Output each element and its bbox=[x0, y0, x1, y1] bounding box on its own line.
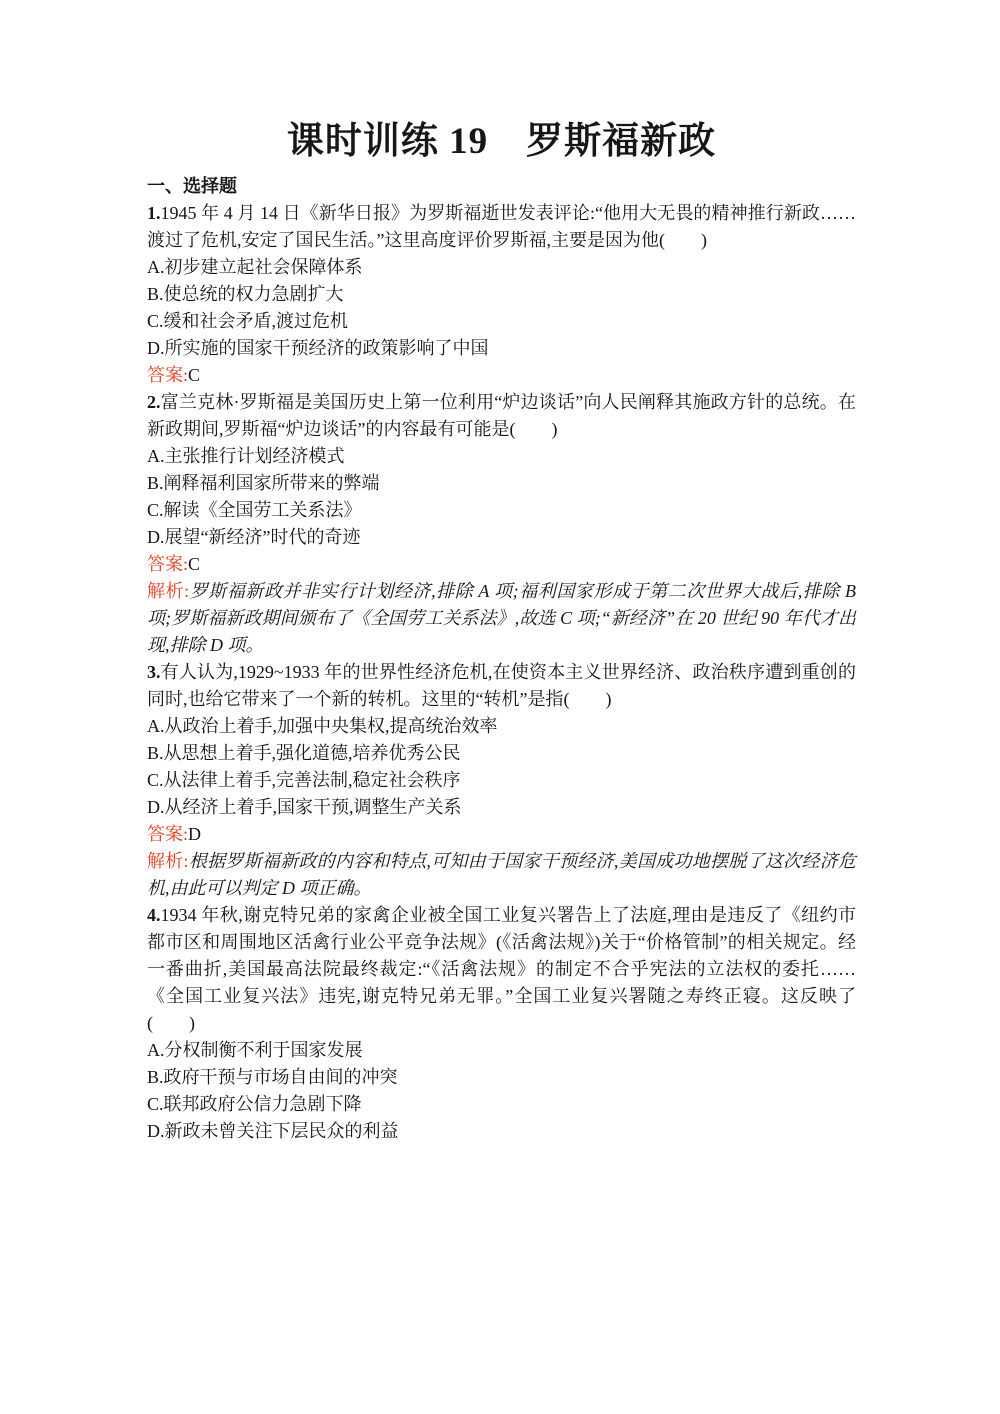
answer-line bbox=[147, 362, 856, 389]
option-d: D.新政未曾关注下层民众的利益 bbox=[147, 1121, 399, 1141]
answer-value: D bbox=[188, 824, 202, 844]
answer-value: C bbox=[188, 554, 201, 574]
option-a: A.从政治上着手,加强中央集权,提高统治效率 bbox=[147, 716, 498, 736]
answer-label: 答案: bbox=[147, 824, 189, 844]
option-a: A.分权制衡不利于国家发展 bbox=[147, 1040, 363, 1060]
option-b: B.使总统的权力急剧扩大 bbox=[147, 284, 344, 304]
question-stem bbox=[147, 902, 856, 1037]
question-stem bbox=[147, 200, 856, 254]
question-3 bbox=[147, 659, 856, 902]
answer-label: 答案: bbox=[147, 365, 189, 385]
question-number: 1. bbox=[147, 203, 161, 223]
question-2 bbox=[147, 389, 856, 659]
option-c: C.联邦政府公信力急剧下降 bbox=[147, 1094, 362, 1114]
page-content bbox=[147, 0, 856, 1145]
option-d: D.所实施的国家干预经济的政策影响了中国 bbox=[147, 338, 489, 358]
option-d: D.展望“新经济”时代的奇迹 bbox=[147, 527, 361, 547]
question-4 bbox=[147, 902, 856, 1145]
analysis-label: 解析: bbox=[147, 851, 189, 871]
stem-text: 有人认为,1929~1933 年的世界性经济危机,在使资本主义世界经济、政治秩序遭到重创的同时,也给它带来了一个新的转机。这里的“转机”是指( ) bbox=[147, 662, 856, 709]
question-number: 2. bbox=[147, 392, 161, 412]
answer-line bbox=[147, 821, 856, 848]
answer-label: 答案: bbox=[147, 554, 189, 574]
analysis-text: 罗斯福新政并非实行计划经济,排除 A 项;福利国家形成于第二次世界大战后,排除 B 项;罗斯福新政期间颁布了《全国劳工关系法》,故选 C 项;“新经济”在 20 世纪 90 年代才出现,排除 D 项。 bbox=[147, 581, 856, 655]
analysis-line bbox=[147, 848, 856, 902]
page-title: 课时训练 19 罗斯福新政 bbox=[286, 121, 717, 162]
question-stem bbox=[147, 659, 856, 713]
analysis-label: 解析: bbox=[147, 581, 190, 601]
option-d: D.从经济上着手,国家干预,调整生产关系 bbox=[147, 797, 462, 817]
option-c: C.缓和社会矛盾,渡过危机 bbox=[147, 311, 349, 331]
stem-text: 1934 年秋,谢克特兄弟的家禽企业被全国工业复兴署告上了法庭,理由是违反了《纽约市都市区和周围地区活禽行业公平竞争法规》(《活禽法规》)关于“价格管制”的相关规定。经一番曲折,美国最高法院最终裁定:“《活禽法规》的制定不合乎宪法的立法权的委托……《全国工业复兴法》违宪,谢克特兄弟无罪。”全国工业复兴署随之寿终正寝。这反映了( ) bbox=[147, 905, 856, 1033]
analysis-line bbox=[147, 578, 856, 659]
question-1 bbox=[147, 200, 856, 389]
question-number: 4. bbox=[147, 905, 161, 925]
analysis-text: 根据罗斯福新政的内容和特点,可知由于国家干预经济,美国成功地摆脱了这次经济危机,由此可以判定 D 项正确。 bbox=[147, 851, 856, 898]
answer-value: C bbox=[188, 365, 201, 385]
option-b: B.政府干预与市场自由间的冲突 bbox=[147, 1067, 398, 1087]
question-number: 3. bbox=[147, 662, 161, 682]
stem-text: 富兰克林·罗斯福是美国历史上第一位利用“炉边谈话”向人民阐释其施政方针的总统。在新政期间,罗斯福“炉边谈话”的内容最有可能是( ) bbox=[147, 392, 856, 439]
option-b: B.从思想上着手,强化道德,培养优秀公民 bbox=[147, 743, 461, 763]
option-c: C.从法律上着手,完善法制,稳定社会秩序 bbox=[147, 770, 461, 790]
option-a: A.主张推行计划经济模式 bbox=[147, 446, 345, 466]
section-heading: 一、选择题 bbox=[147, 176, 237, 196]
question-stem bbox=[147, 389, 856, 443]
option-b: B.阐释福利国家所带来的弊端 bbox=[147, 473, 380, 493]
option-a: A.初步建立起社会保障体系 bbox=[147, 257, 363, 277]
stem-text: 1945 年 4 月 14 日《新华日报》为罗斯福逝世发表评论:“他用大无畏的精神推行新政……渡过了危机,安定了国民生活。”这里高度评价罗斯福,主要是因为他( ) bbox=[147, 203, 856, 250]
option-c: C.解读《全国劳工关系法》 bbox=[147, 500, 362, 520]
answer-line bbox=[147, 551, 856, 578]
